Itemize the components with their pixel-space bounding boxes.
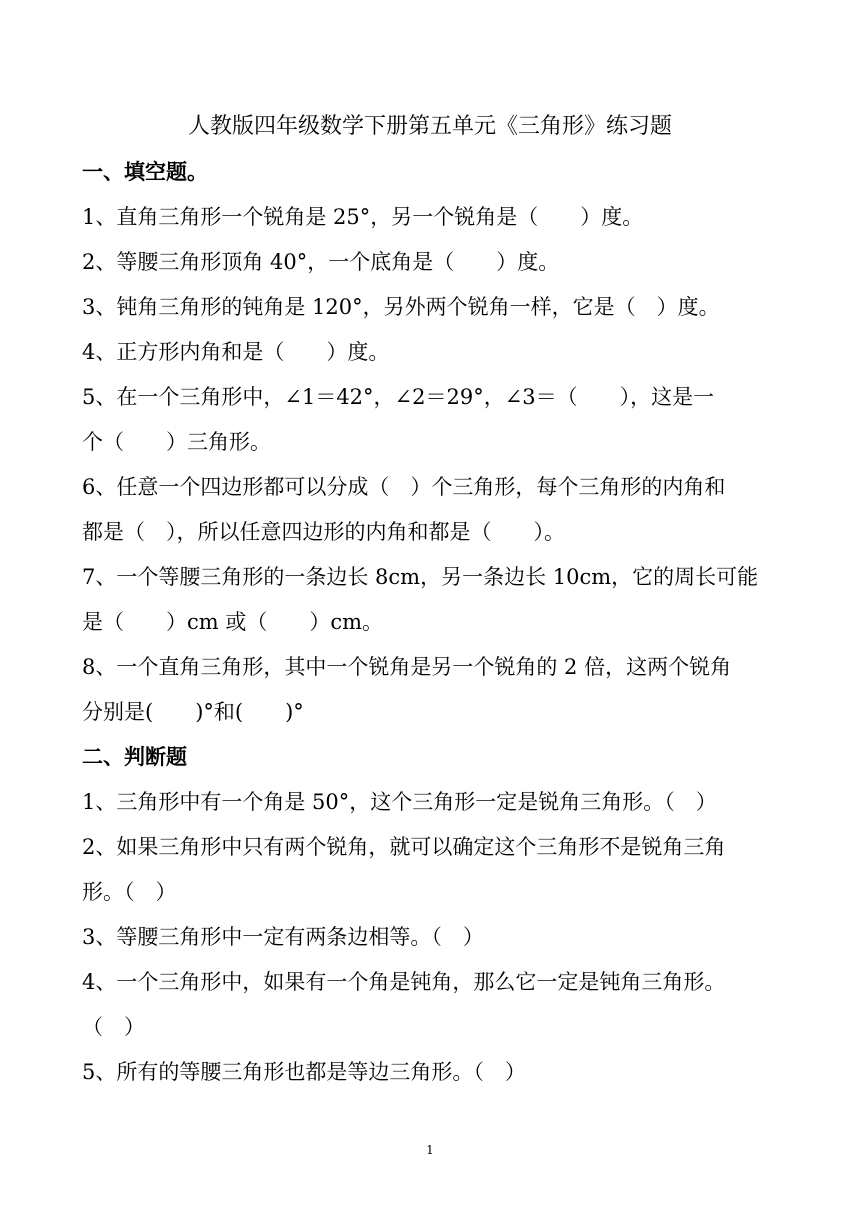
question-line: 2、等腰三角形顶角 40°，一个底角是（ ）度。: [82, 250, 560, 274]
question-line: 4、正方形内角和是（ ）度。: [82, 340, 390, 364]
question-line: 3、等腰三角形中一定有两条边相等。（ ）: [82, 925, 484, 949]
question-line-continued: 个（ ）三角形。: [82, 430, 271, 454]
question-line: 8、一个直角三角形，其中一个锐角是另一个锐角的 2 倍，这两个锐角: [82, 655, 732, 679]
question-line: 3、钝角三角形的钝角是 120°，另外两个锐角一样，它是（ ）度。: [82, 295, 720, 319]
question-line: 5、所有的等腰三角形也都是等边三角形。（ ）: [82, 1060, 526, 1084]
question-line-continued: 分别是( )°和( )°: [82, 700, 304, 724]
page-number: 1: [426, 1143, 434, 1157]
question-line: 1、三角形中有一个角是 50°，这个三角形一定是锐角三角形。（ ）: [82, 790, 717, 814]
document-title: 人教版四年级数学下册第五单元《三角形》练习题: [187, 114, 672, 139]
question-line-continued: （ ）: [82, 1015, 145, 1039]
question-line-continued: 是（ ）cm 或（ ）cm。: [82, 610, 384, 634]
section-fill-in-blanks: [82, 150, 782, 735]
document-body: [82, 150, 782, 1095]
question-line: 2、如果三角形中只有两个锐角，就可以确定这个三角形不是锐角三角: [82, 835, 726, 859]
question-line: 1、直角三角形一个锐角是 25°，另一个锐角是（ ）度。: [82, 205, 644, 229]
question-line: 5、在一个三角形中，∠1＝42°，∠2＝29°，∠3＝（ ），这是一: [82, 385, 715, 409]
question-line: 4、一个三角形中，如果有一个角是钝角，那么它一定是钝角三角形。: [82, 970, 726, 994]
section-heading: 二、判断题: [82, 745, 187, 769]
section-heading: 一、填空题。: [82, 160, 208, 184]
section-true-false: [82, 735, 782, 1095]
question-line: 6、任意一个四边形都可以分成（ ）个三角形，每个三角形的内角和: [82, 475, 726, 499]
question-line-continued: 都是（ ），所以任意四边形的内角和都是（ ）。: [82, 520, 565, 544]
question-line: 7、一个等腰三角形的一条边长 8cm，另一条边长 10cm，它的周长可能: [82, 565, 759, 589]
question-line-continued: 形。（ ）: [82, 880, 177, 904]
